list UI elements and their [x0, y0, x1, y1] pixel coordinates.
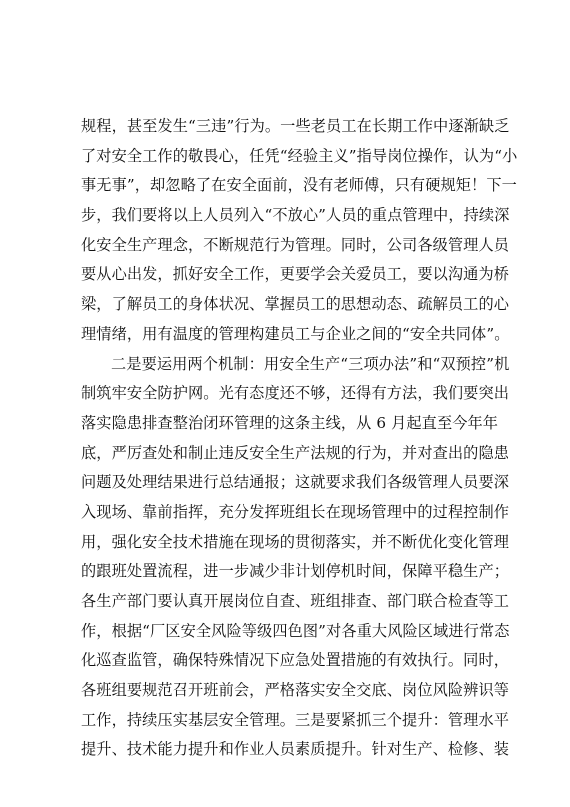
text-line: 制筑牢安全防护网。光有态度还不够，还得有方法，我们要突出	[81, 384, 510, 403]
text-line: 作，根据“厂区安全风险等级四色图”对各重大风险区域进行常态	[81, 621, 510, 640]
text-line: 理情绪，用有温度的管理构建员工与企业之间的“安全共同体”。	[81, 324, 510, 343]
text-line: 提升、技术能力提升和作业人员素质提升。针对生产、检修、装	[81, 740, 510, 759]
text-line: 化安全生产理念，不断规范行为管理。同时，公司各级管理人员	[81, 235, 510, 254]
text-line: 化巡查监管，确保特殊情况下应急处置措施的有效执行。同时，	[81, 651, 510, 670]
text-line: 工作，持续压实基层安全管理。三是要紧抓三个提升：管理水平	[81, 710, 510, 729]
text-line: 问题及处理结果进行总结通报；这就要求我们各级管理人员要深	[81, 473, 510, 492]
text-line: 梁，了解员工的身体状况、掌握员工的思想动态、疏解员工的心	[81, 295, 510, 314]
text-line: 用，强化安全技术措施在现场的贯彻落实，并不断优化变化管理	[81, 532, 510, 551]
text-line: 事无事”，却忽略了在安全面前，没有老师傅，只有硬规矩！下一	[81, 176, 517, 195]
text-line: 的跟班处置流程，进一步减少非计划停机时间，保障平稳生产；	[81, 562, 510, 581]
text-line: 入现场、靠前指挥，充分发挥班组长在现场管理中的过程控制作	[81, 502, 510, 521]
text-line: 各生产部门要认真开展岗位自查、班组排查、部门联合检查等工	[81, 592, 510, 610]
text-line: 步，我们要将以上人员列入“不放心”人员的重点管理中，持续深	[81, 206, 510, 225]
body-text	[81, 112, 518, 765]
text-line: 了对安全工作的敬畏心，任凭“经验主义”指导岗位操作，认为“小	[81, 146, 518, 165]
text-line: 底，严厉查处和制止违反安全生产法规的行为，并对查出的隐患	[81, 443, 510, 462]
text-line: 各班组要规范召开班前会，严格落实安全交底、岗位风险辨识等	[81, 681, 510, 700]
text-line: 规程，甚至发生“三违”行为。一些老员工在长期工作中逐渐缺乏	[81, 117, 510, 135]
text-line: 落实隐患排查整治闭环管理的这条主线，从 6 月起直至今年年	[81, 413, 499, 432]
text-line: 要从心出发，抓好安全工作，更要学会关爱员工，要以沟通为桥	[81, 265, 510, 284]
paragraph-first-line: 二是要运用两个机制：用安全生产“三项办法”和“双预控”机	[111, 354, 510, 373]
